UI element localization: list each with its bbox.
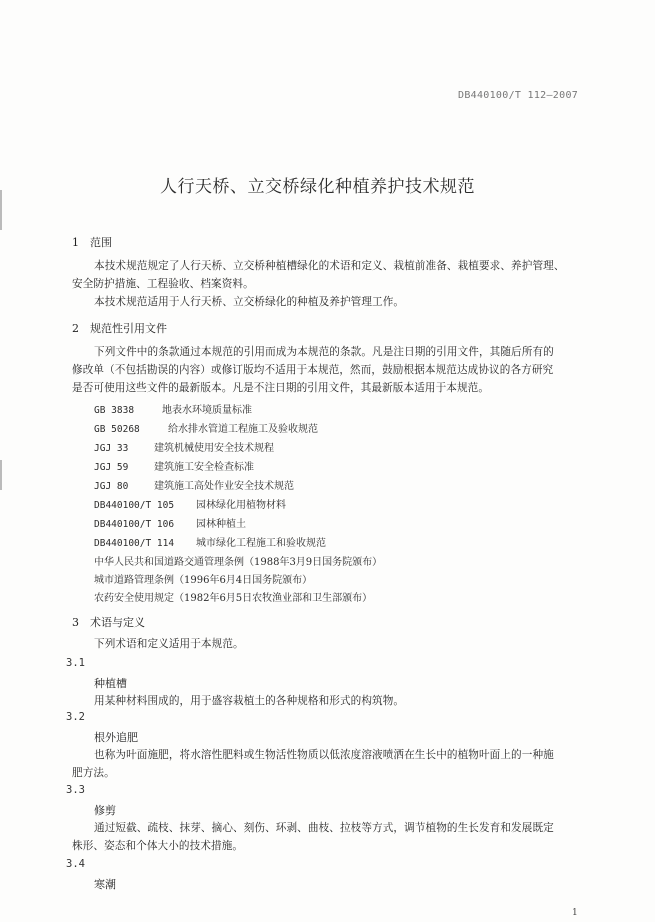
scan-edge-mark [0,460,2,490]
section-number: 1 [72,236,79,249]
paragraph-line: 本技术规范规定了人行天桥、立交桥种植槽绿化的术语和定义、栽植前准备、栽植要求、养护管理、 [94,260,565,272]
reference-code: GB 3838 [94,405,135,416]
reference-code: JGJ 59 [94,462,129,473]
section-number: 2 [72,322,79,335]
section-title: 术语与定义 [90,616,145,629]
reference-name: 园林绿化用植物材料 [196,500,286,511]
reference-code: JGJ 33 [94,443,129,454]
reference-name: 建筑施工安全检查标准 [154,462,254,473]
paragraph-line: 是否可使用这些文件的最新版本。凡是不注日期的引用文件，其最新版本适用于本规范。 [72,382,490,394]
reference-name: 城市绿化工程施工和验收规范 [196,538,326,549]
scan-edge-mark [0,190,2,230]
document-title: 人行天桥、立交桥绿化种植养护技术规范 [160,177,475,197]
term-number: 3.1 [66,657,85,669]
reference-name: 建筑施工高处作业安全技术规范 [154,481,294,492]
reference-code: DB440100/T 114 [94,538,175,549]
reference-item [94,477,294,492]
term-name: 修剪 [94,804,116,817]
term-definition-line: 通过短截、疏枝、抹芽、摘心、刻伤、环剥、曲枝、拉枝等方式，调节植物的生长发育和发展既定 [94,822,554,834]
paragraph-line: 修改单（不包括勘误的内容）或修订版均不适用于本规范，然而，鼓励根据本规范达成协议的各方研究 [72,364,554,376]
term-name: 种植槽 [94,677,127,690]
standard-number: DB440100/T 112—2007 [458,90,579,101]
reference-item [94,420,318,435]
term-definition-line: 用某种材料围成的，用于盛容栽植土的各种规格和形式的构筑物。 [94,695,405,707]
reference-item [94,401,252,416]
term-name: 寒潮 [94,878,116,891]
reference-item [94,534,326,549]
section-1-heading [72,234,112,250]
reference-item [94,458,254,473]
reference-name: 给水排水管道工程施工及验收规范 [168,424,318,435]
term-number: 3.4 [66,858,85,870]
regulation-item: 城市道路管理条例（1996年6月4日国务院颁布） [94,575,313,586]
term-definition-line: 株形、姿态和个体大小的技术措施。 [72,840,244,852]
reference-code: DB440100/T 106 [94,519,175,530]
term-number: 3.2 [66,711,85,723]
paragraph-line: 下列术语和定义适用于本规范。 [94,638,244,650]
section-title: 规范性引用文件 [90,322,167,335]
section-3-heading [72,614,145,630]
regulation-item: 农药安全使用规定（1982年6月5日农牧渔业部和卫生部颁布） [94,593,373,604]
reference-name: 地表水环境质量标准 [162,405,252,416]
reference-item [94,496,286,511]
reference-item [94,439,274,454]
reference-code: DB440100/T 105 [94,500,175,511]
section-number: 3 [72,616,79,629]
reference-name: 建筑机械使用安全技术规程 [154,443,274,454]
page-number: 1 [572,908,578,918]
section-2-heading [72,320,167,336]
regulation-item: 中华人民共和国道路交通管理条例（1988年3月9日国务院颁布） [94,557,383,568]
paragraph-line: 本技术规范适用于人行天桥、立交桥绿化的种植及养护管理工作。 [94,296,405,308]
paragraph-line: 下列文件中的条款通过本规范的引用而成为本规范的条款。凡是注日期的引用文件，其随后所有的 [94,346,554,358]
section-title: 范围 [90,236,112,249]
paragraph-line: 安全防护措施、工程验收、档案资料。 [72,278,254,290]
term-name: 根外追肥 [94,731,138,744]
reference-item [94,515,246,530]
term-number: 3.3 [66,784,85,796]
term-definition-line: 也称为叶面施肥，将水溶性肥料或生物活性物质以低浓度溶液喷洒在生长中的植物叶面上的一种施 [94,749,554,761]
reference-code: GB 50268 [94,424,140,435]
term-definition-line: 肥方法。 [72,767,115,779]
reference-code: JGJ 80 [94,481,129,492]
reference-name: 园林种植土 [196,519,246,530]
